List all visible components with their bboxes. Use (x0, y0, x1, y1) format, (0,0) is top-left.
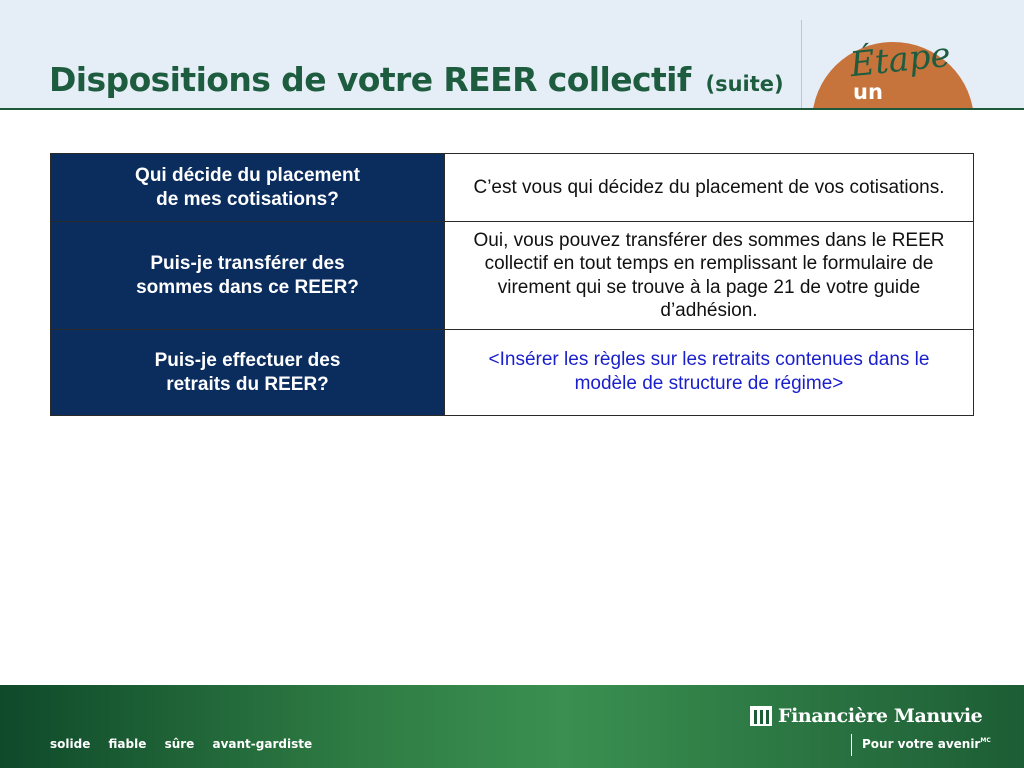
brand-slogan-text: Pour votre avenir (862, 737, 981, 751)
question-cell (51, 154, 445, 222)
tagline-word: fiable (108, 737, 147, 751)
tagline-word: avant-gardiste (212, 737, 313, 751)
brand-slogan (862, 737, 991, 751)
slide-title (49, 60, 784, 99)
etape-badge-word: un (853, 80, 883, 104)
question-line: de mes cotisations? (156, 188, 339, 210)
brand-slogan-mark: MC (980, 737, 991, 744)
header-divider (801, 20, 802, 110)
answer-placeholder-cell: <Insérer les règles sur les retraits contenues dans le modèle de structure de régime> (445, 330, 974, 416)
question-line: Qui décide du placement (135, 165, 360, 186)
brand-name: Financière Manuvie (778, 705, 983, 727)
etape-badge-script: Étape (848, 34, 953, 86)
question-line: Puis-je effectuer des (154, 350, 341, 371)
answer-cell: C’est vous qui décidez du placement de vos cotisations. (445, 154, 974, 222)
slide-footer (0, 685, 1024, 768)
slide-header (0, 0, 1024, 110)
slide-title-main: Dispositions de votre REER collectif (49, 60, 691, 99)
manulife-building-icon (750, 706, 772, 726)
question-line: retraits du REER? (166, 373, 329, 395)
question-line: Puis-je transférer des (150, 253, 345, 274)
question-cell (51, 330, 445, 416)
brand-divider (851, 734, 852, 756)
table-row (51, 330, 974, 416)
table-row (51, 154, 974, 222)
table-row (51, 222, 974, 330)
plan-provisions-table (50, 153, 974, 416)
question-line: sommes dans ce REER? (136, 276, 359, 298)
brand-tagline (50, 737, 326, 751)
brand-logo (750, 705, 982, 727)
tagline-word: sûre (164, 737, 195, 751)
tagline-word: solide (50, 737, 91, 751)
slide-title-suffix: (suite) (705, 72, 784, 96)
answer-cell: Oui, vous pouvez transférer des sommes dans le REER collectif en tout temps en remplissant le formulaire de virement qui se trouve à la page 21 de votre guide d’adhésion. (445, 222, 974, 330)
question-cell (51, 222, 445, 330)
